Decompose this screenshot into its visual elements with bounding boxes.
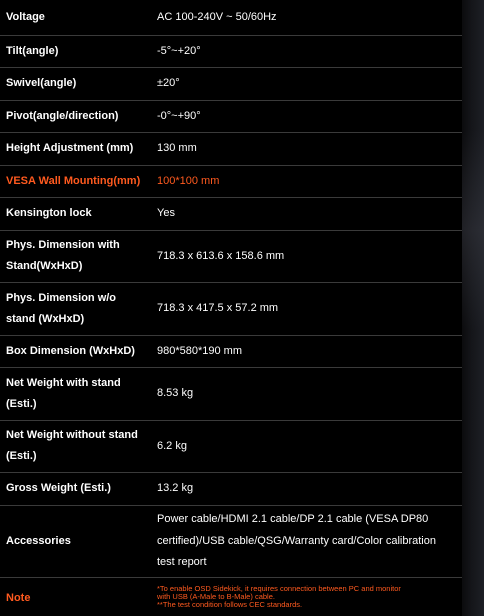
note-label: Note	[6, 592, 31, 605]
spec-label: VESA Wall Mounting(mm)	[0, 165, 150, 197]
spec-label: Swivel(angle)	[0, 67, 150, 100]
spec-row-vesa	[0, 165, 462, 197]
spec-value: -5°~+20°	[150, 35, 462, 67]
spec-row-voltage	[0, 0, 462, 35]
spec-label: Kensington lock	[0, 197, 150, 230]
spec-value: 718.3 x 417.5 x 57.2 mm	[150, 282, 462, 335]
spec-label: Pivot(angle/direction)	[0, 100, 150, 132]
spec-value: Yes	[150, 197, 462, 230]
spec-value: 6.2 kg	[150, 420, 462, 472]
spec-value: 100*100 mm	[150, 165, 462, 197]
spec-label: Voltage	[0, 0, 150, 35]
page-edge-background	[462, 0, 484, 616]
spec-row-gross-weight	[0, 472, 462, 505]
spec-row-dimension-without-stand	[0, 282, 462, 335]
spec-label: Gross Weight (Esti.)	[0, 472, 150, 505]
spec-value: Power cable/HDMI 2.1 cable/DP 2.1 cable (VESA DP80 certified)/USB cable/QSG/Warranty card/Color calibration test report	[150, 505, 462, 577]
note-line: **The test condition follows CEC standards.	[157, 599, 303, 609]
spec-value: 980*580*190 mm	[150, 335, 462, 367]
spec-label: Height Adjustment (mm)	[0, 132, 150, 165]
spec-row-pivot	[0, 100, 462, 132]
spec-row-net-weight-with-stand	[0, 367, 462, 420]
spec-value: 130 mm	[150, 132, 462, 165]
spec-value: AC 100-240V ~ 50/60Hz	[150, 0, 462, 35]
spec-value: -0°~+90°	[150, 100, 462, 132]
spec-label: Net Weight without stand (Esti.)	[0, 420, 150, 472]
note-line: *To enable OSD Sidekick, it requires connection between PC and monitor	[157, 583, 401, 593]
spec-row-accessories	[0, 505, 462, 577]
spec-label: Box Dimension (WxHxD)	[0, 335, 150, 367]
spec-value: 718.3 x 613.6 x 158.6 mm	[150, 230, 462, 282]
spec-label: Net Weight with stand (Esti.)	[0, 367, 150, 420]
spec-row-box-dimension	[0, 335, 462, 367]
spec-row-note	[0, 577, 462, 616]
spec-label: Tilt(angle)	[0, 35, 150, 67]
spec-value: ±20°	[150, 67, 462, 100]
spec-label: Phys. Dimension w/o stand (WxHxD)	[0, 282, 150, 335]
spec-label: Accessories	[0, 505, 150, 577]
spec-row-height-adjustment	[0, 132, 462, 165]
spec-row-swivel	[0, 67, 462, 100]
spec-value: 13.2 kg	[150, 472, 462, 505]
note-text	[150, 577, 462, 616]
spec-row-net-weight-without-stand	[0, 420, 462, 472]
note-line: with USB (A-Male to B-Male) cable.	[157, 591, 275, 601]
spec-label: Phys. Dimension with Stand(WxHxD)	[0, 230, 150, 282]
spec-row-kensington	[0, 197, 462, 230]
spec-row-dimension-with-stand	[0, 230, 462, 282]
spec-value: 8.53 kg	[150, 367, 462, 420]
spec-row-tilt	[0, 35, 462, 67]
